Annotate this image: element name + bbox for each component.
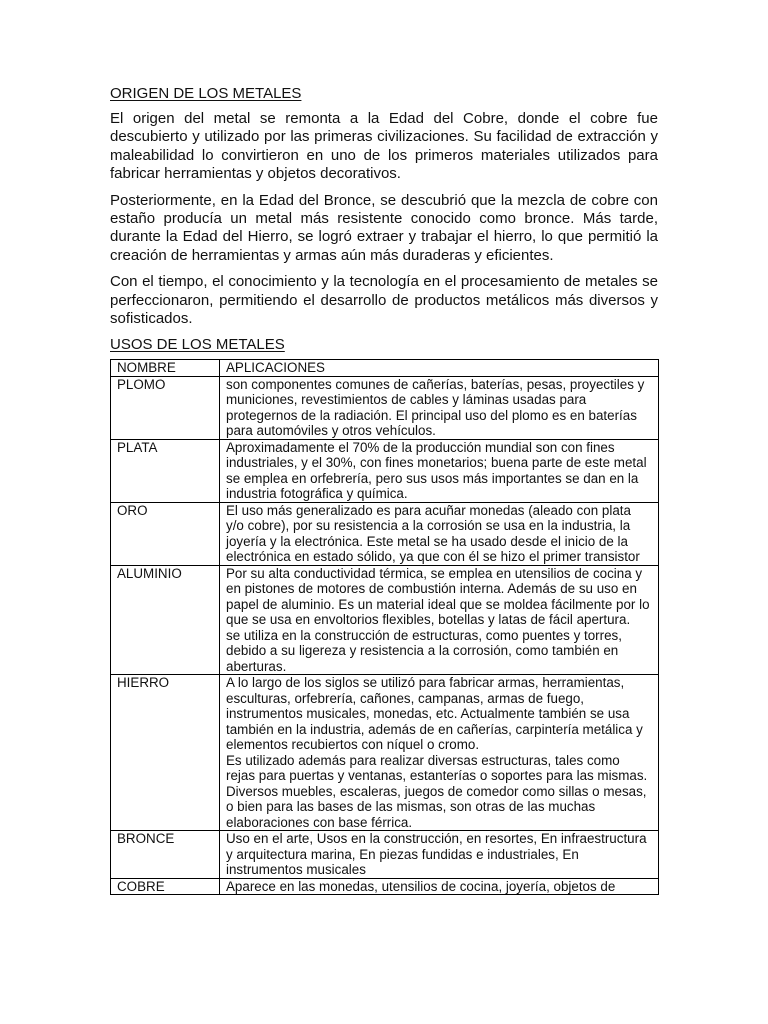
applications-cell <box>220 878 659 895</box>
applications-cell <box>220 831 659 879</box>
paragraph-2: Posteriormente, en la Edad del Bronce, se descubrió que la mezcla de cobre con estaño producía un metal más resistente conocido como bronce. Más tarde, durante la Edad del Hierro, se logró extraer y trabajar el hierro, lo que permitió la creación de herramientas y armas aún más duraderas y eficientes. <box>110 191 658 264</box>
applications-line: A lo largo de los siglos se utilizó para fabricar armas, herramientas, esculturas, orfebrería, cañones, campanas, armas de fuego, instrumentos musicales, monedas, etc. Actualmente también se usa también en la industria, además de en cañerías, carpintería metálica y elementos recubiertos con níquel o cromo. <box>226 675 647 753</box>
metal-name-cell: PLOMO <box>111 376 220 439</box>
metal-name-cell: COBRE <box>111 878 220 895</box>
applications-line: Uso en el arte, Usos en la construcción, en resortes, En infraestructura y arquitectura marina, En piezas fundidas e industriales, En instrumentos musicales <box>226 831 651 878</box>
applications-text <box>226 831 652 878</box>
applications-line: Es utilizado además para realizar diversas estructuras, tales como rejas para puertas y ventanas, estanterías o soportes para las mismas. Diversos muebles, escaleras, juegos de comedor como sillas o mesas, o bien para las bases de las mismas, son otras de las muchas elaboraciones con base férrica. <box>226 752 652 830</box>
table-row <box>111 675 659 831</box>
header-aplicaciones: APLICACIONES <box>220 360 659 377</box>
document-page <box>110 84 658 895</box>
section-title-origen: ORIGEN DE LOS METALES <box>110 85 302 102</box>
table-row <box>111 502 659 565</box>
applications-text <box>226 566 652 675</box>
table-row <box>111 565 659 675</box>
applications-text <box>226 440 652 502</box>
applications-line: Aparece en las monedas, utensilios de cocina, joyería, objetos de <box>226 878 616 894</box>
metal-name-cell: BRONCE <box>111 831 220 879</box>
applications-line: son componentes comunes de cañerías, baterías, pesas, proyectiles y municiones, revestimientos de cables y láminas usadas para protegernos de la radiación. El principal uso del plomo es en baterías para automóviles y otros vehículos. <box>226 376 649 439</box>
applications-text <box>226 675 652 830</box>
applications-cell <box>220 502 659 565</box>
applications-cell <box>220 565 659 675</box>
applications-cell <box>220 376 659 439</box>
table-header-row <box>111 360 659 377</box>
applications-line: Aproximadamente el 70% de la producción mundial son con fines industriales, y el 30%, con fines monetarios; buena parte de este metal se emplea en orfebrería, pero sus usos más importantes se dan en la industria fotográfica y química. <box>226 439 651 502</box>
paragraph-3: Con el tiempo, el conocimiento y la tecnología en el procesamiento de metales se perfeccionaron, permitiendo el desarrollo de productos metálicos más diversos y sofisticados. <box>110 273 658 328</box>
applications-cell <box>220 675 659 831</box>
applications-line: El uso más generalizado es para acuñar monedas (aleado con plata y/o cobre), por su resistencia a la corrosión se usa en la industria, la joyería y la electrónica. Este metal se ha usado desde el inicio de la electrónica en estado sólido, ya que con él se hizo el primer transistor <box>226 502 640 565</box>
metal-name-cell: PLATA <box>111 439 220 502</box>
table-row <box>111 831 659 879</box>
metals-table <box>110 359 659 895</box>
applications-text <box>226 879 652 894</box>
applications-text <box>226 503 652 565</box>
applications-cell <box>220 439 659 502</box>
applications-line: se utiliza en la construcción de estructuras, como puentes y torres, debido a su ligereza y resistencia a la corrosión, como también en aberturas. <box>226 627 626 674</box>
paragraph-1: El origen del metal se remonta a la Edad del Cobre, donde el cobre fue descubierto y utilizado por las primeras civilizaciones. Su facilidad de extracción y maleabilidad lo convirtieron en uno de los primeros materiales utilizados para fabricar herramientas y objetos decorativos. <box>110 110 658 183</box>
table-body <box>111 376 659 895</box>
metal-name-cell: ORO <box>111 502 220 565</box>
header-nombre: NOMBRE <box>111 360 220 377</box>
table-row <box>111 878 659 895</box>
table-row <box>111 439 659 502</box>
applications-text <box>226 377 652 439</box>
section-title-usos: USOS DE LOS METALES <box>110 336 285 354</box>
applications-line: Por su alta conductividad térmica, se emplea en utensilios de cocina y en pistones de motores de combustión interna. Además de su uso en papel de aluminio. Es un material ideal que se moldea fácilmente por lo que se usa en envoltorios flexibles, botellas y latas de fácil apertura. <box>226 565 654 628</box>
metal-name-cell: HIERRO <box>111 675 220 831</box>
table-row <box>111 376 659 439</box>
metal-name-cell: ALUMINIO <box>111 565 220 675</box>
